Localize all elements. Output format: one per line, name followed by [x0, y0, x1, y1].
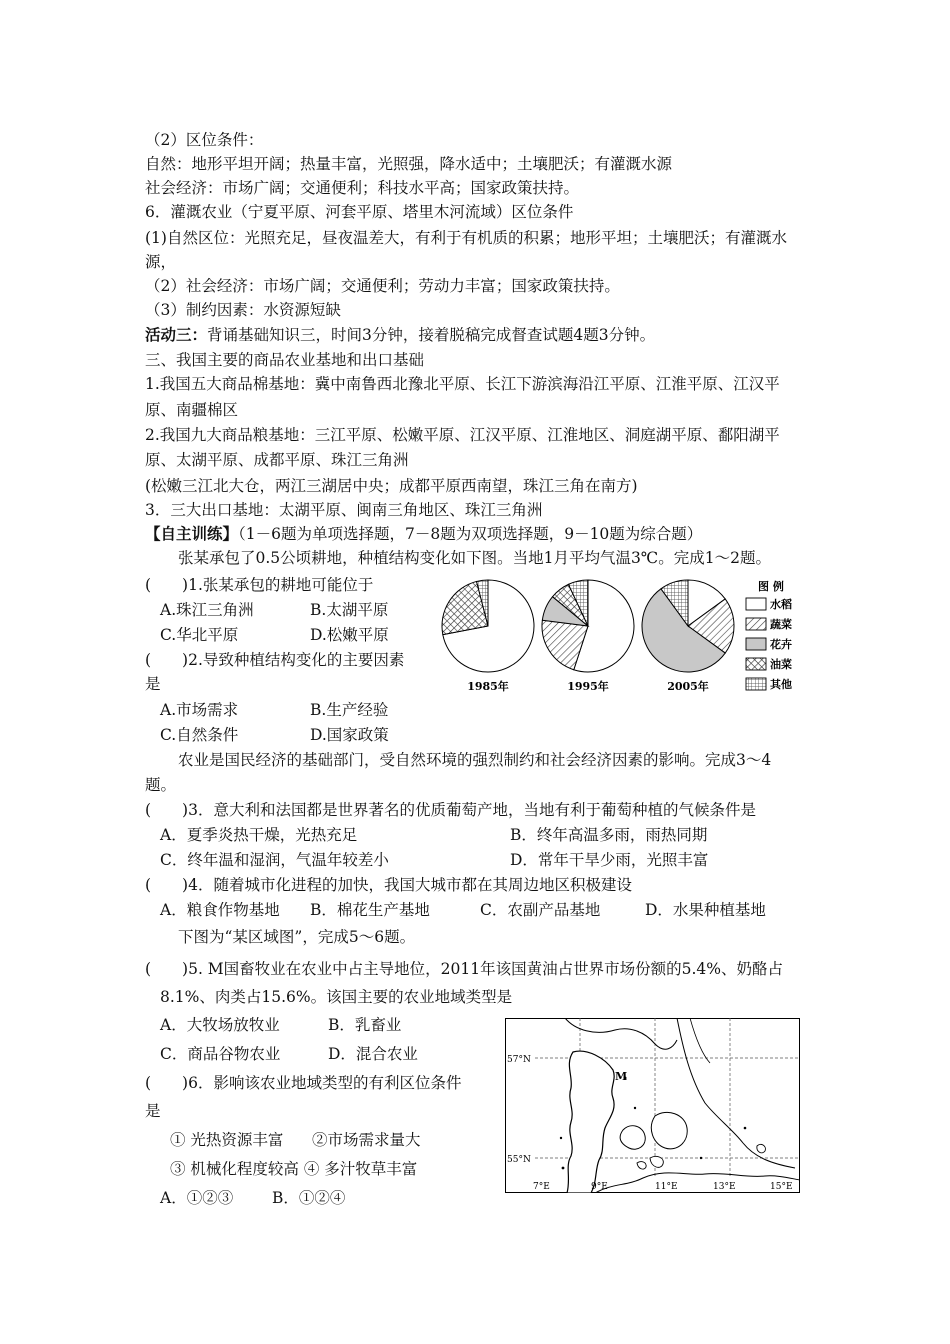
option-1d: D.松嫩平原: [310, 626, 389, 644]
question-2: ( )2.导致种植结构变化的主要因素: [145, 651, 405, 669]
question-6-cont: 是: [145, 1102, 161, 1120]
training-label: 【自主训练】: [145, 524, 239, 543]
question-4: ( )4．随着城市化进程的加快，我国大城市都在其周边地区积极建设: [145, 876, 632, 894]
option-3d: D．常年干旱少雨，光照丰富: [510, 851, 709, 869]
text-line: （2）社会经济：市场广阔；交通便利；劳动力丰富；国家政策扶持。: [145, 277, 620, 295]
text-line: （2）区位条件：: [145, 131, 264, 149]
lat-label: 57°N: [507, 1055, 531, 1065]
question-1: ( )1.张某承包的耕地可能位于: [145, 576, 374, 594]
section-heading: 三、我国主要的商品农业基地和出口基础: [145, 351, 425, 369]
region-map: [505, 1018, 800, 1193]
text-line: (松嫩三江北大仓，两江三湖居中央；成都平原西南望，珠江三角在南方): [145, 477, 638, 495]
legend-label: 其他: [770, 678, 792, 691]
lon-label: 13°E: [713, 1182, 736, 1192]
legend-swatch: [746, 678, 766, 690]
legend-label: 油菜: [770, 658, 792, 671]
question-intro: 农业是国民经济的基础部门，受自然环境的强烈制约和社会经济因素的影响。完成3～4: [178, 751, 772, 769]
legend-title: 图 例: [758, 580, 784, 593]
legend-label: 水稻: [770, 598, 792, 611]
option-1a: A.珠江三角洲: [160, 601, 254, 619]
text-line: 6．灌溉农业（宁夏平原、河套平原、塔里木河流域）区位条件: [145, 203, 574, 221]
legend-swatch: [746, 598, 766, 610]
lon-label: 7°E: [533, 1182, 550, 1192]
text-line: 源，: [145, 253, 177, 271]
option-2b: B.生产经验: [310, 701, 389, 719]
legend-label: 蔬菜: [770, 618, 792, 631]
activity-label: 活动三：: [145, 325, 208, 344]
option-4c: C．农副产品基地: [480, 901, 601, 919]
legend-swatch: [746, 658, 766, 670]
question-intro: 下图为“某区域图”，完成5～6题。: [178, 928, 416, 946]
option-3c: C．终年温和湿润，气温年较差小: [160, 851, 389, 869]
text-line: 社会经济：市场广阔；交通便利；科技水平高；国家政策扶持。: [145, 179, 580, 197]
map-frame: [506, 1019, 800, 1193]
option-2d: D.国家政策: [310, 726, 389, 744]
option-3a: A．夏季炎热干燥，光热充足: [160, 826, 358, 844]
text-line: 2.我国九大商品粮基地：三江平原、松嫩平原、江汉平原、江淮地区、洞庭湖平原、鄱阳湖平: [145, 426, 780, 444]
option-5c: C．商品谷物农业: [160, 1045, 281, 1063]
option-2a: A.市场需求: [160, 701, 239, 719]
option-4b: B．棉花生产基地: [310, 901, 430, 919]
condition-3-4: ③ 机械化程度较高 ④ 多汁牧草丰富: [170, 1160, 418, 1178]
question-2-cont: 是: [145, 675, 161, 693]
option-5a: A．大牧场放牧业: [160, 1016, 280, 1034]
option-5d: D．混合农业: [328, 1045, 418, 1063]
text-line: 1.我国五大商品棉基地：冀中南鲁西北豫北平原、长江下游滨海沿江平原、江淮平原、江汉平: [145, 375, 780, 393]
pie-chart-figure: [440, 578, 820, 698]
question-intro: 张某承包了0.5公顷耕地，种植结构变化如下图。当地1月平均气温3℃。完成1～2题。: [178, 549, 771, 567]
question-3: ( )3．意大利和法国都是世界著名的优质葡萄产地，当地有利于葡萄种植的气候条件是: [145, 801, 756, 819]
text-line: 题。: [145, 776, 177, 794]
question-6: ( )6．影响该农业地域类型的有利区位条件: [145, 1074, 462, 1092]
activity-text: 背诵基础知识三，时间3分钟，接着脱稿完成督查试题4题3分钟。: [207, 326, 656, 344]
lon-label: 9°E: [591, 1182, 608, 1192]
island: [757, 1144, 766, 1152]
lon-label: 11°E: [655, 1182, 678, 1192]
option-4d: D．水果种植基地: [645, 901, 766, 919]
legend-swatch: [746, 638, 766, 650]
pie-year-label: 1985年: [467, 680, 509, 693]
question-5-cont: 8.1%、肉类占15.6%。该国主要的农业地域类型是: [160, 988, 513, 1006]
option-4a: A．粮食作物基地: [160, 901, 280, 919]
legend-swatch: [746, 618, 766, 630]
lat-label: 55°N: [507, 1155, 531, 1165]
legend-label: 花卉: [770, 638, 792, 651]
country-label: M: [615, 1070, 628, 1083]
question-5: ( )5. M国畜牧业在农业中占主导地位，2011年该国黄油占世界市场份额的5.4%、奶酪占: [145, 960, 784, 978]
option-5b: B．乳畜业: [328, 1016, 402, 1034]
option-2c: C.自然条件: [160, 726, 239, 744]
option-6a: A．①②③: [160, 1189, 234, 1207]
option-1b: B.太湖平原: [310, 601, 389, 619]
text-line: 原、南疆棉区: [145, 401, 239, 419]
option-1c: C.华北平原: [160, 626, 239, 644]
text-line: (1)自然区位：光照充足，昼夜温差大，有利于有机质的积累；地形平坦；土壤肥沃；有灌溉水: [145, 229, 787, 247]
option-6b: B．①②④: [272, 1189, 346, 1207]
condition-1: ① 光热资源丰富: [170, 1131, 284, 1149]
pie-year-label: 2005年: [667, 680, 709, 693]
text-line: 自然：地形平坦开阔；热量丰富，光照强，降水适中；土壤肥沃；有灌溉水源: [145, 155, 673, 173]
activity-line: [145, 323, 655, 347]
training-desc: （1－6题为单项选择题，7－8题为双项选择题，9－10题为综合题）: [238, 525, 703, 543]
pie-year-label: 1995年: [567, 680, 609, 693]
condition-2: ②市场需求量大: [312, 1131, 421, 1149]
option-3b: B．终年高温多雨，雨热同期: [510, 826, 708, 844]
lon-label: 15°E: [770, 1182, 793, 1192]
text-line: （3）制约因素：水资源短缺: [145, 301, 341, 319]
text-line: 3．三大出口基地：太湖平原、闽南三角地区、珠江三角洲: [145, 501, 543, 519]
text-line: 原、太湖平原、成都平原、珠江三角洲: [145, 451, 409, 469]
training-line: [145, 522, 702, 546]
